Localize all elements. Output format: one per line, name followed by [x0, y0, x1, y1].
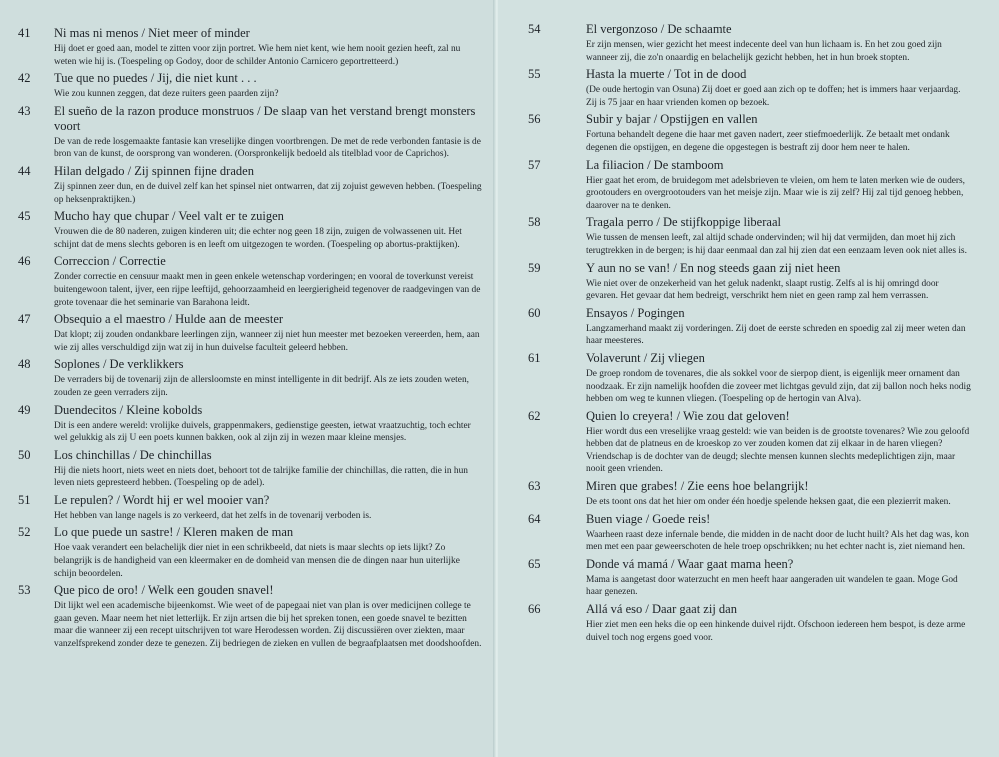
entry-57: [528, 157, 971, 213]
entry-number: 50: [18, 447, 31, 462]
entry-description: Dit is een andere wereld: vrolijke duivels, grappenmakers, gedienstige geesten, ietwat vraatzuchtig, toch echter wel gelukkig als zij U een poets kunnen bakken, ook al zijn zij in wezen maar kleine mensjes.: [54, 420, 471, 444]
entry-42: [18, 71, 482, 101]
entry-description: Hoe vaak verandert een belachelijk dier niet in een schrikbeeld, dat niets is maar slechts op iets lijkt? Zo belangrijk is de handigheid van een kleermaker en de domheid van mensen die de dingen naar hun uiterlijke schijn beoordelen.: [54, 543, 460, 579]
entry-number: 62: [528, 408, 541, 423]
entry-49: [18, 403, 482, 445]
entry-title: Los chinchillas / De chinchillas: [54, 447, 212, 462]
entry-number: 65: [528, 556, 541, 571]
entry-61: [528, 350, 971, 406]
entry-description: Dit lijkt wel een academische bijeenkomst. Wie weet of de papegaai niet van plan is over medicijnen college te gaan geven. Maar neem het niet letterlijk. Er zijn artsen die bij het spreken tonen, een goede snavel te bezitten maar die wanneer zij een recept uitschrijven tot ware Herodessen worden. Zij discussiëren over ziekten, maar vanzelfsprekend zonder deze te genezen. Zij bedriegen de zieken en vullen de begraafplaatsen met doodshoofden.: [54, 601, 482, 650]
entry-53: [18, 583, 482, 650]
entry-description: (De oude hertogin van Osuna) Zij doet er goed aan zich op te doffen; het is immers haar verjaardag. Zij is 75 jaar en haar vrienden komen op bezoek.: [586, 85, 961, 108]
entry-title: Mucho hay que chupar / Veel valt er te zuigen: [54, 209, 284, 224]
entry-52: [18, 525, 482, 580]
entry-number: 44: [18, 163, 31, 178]
entry-62: [528, 408, 971, 476]
entry-title: Lo que puede un sastre! / Kleren maken de man: [54, 525, 294, 540]
entry-description: Wie niet over de onzekerheid van het geluk nadenkt, slaapt rustig. Zelfs al is hij omringd door gevaren. Het gevaar dat hem bedreigt, verschrikt hem niet en geen ramp zal hem verrassen.: [586, 278, 939, 302]
entry-description: Langzamerhand maakt zij vorderingen. Zij doet de eerste schreden en spoedig zal zij meer weten dan haar meesteres.: [586, 323, 966, 347]
entry-number: 41: [18, 26, 31, 40]
entry-description: Vrouwen die de 80 naderen, zuigen kinderen uit; die echter nog geen 18 zijn, zuigen de volwassenen uit. Het schijnt dat de mens slechts geboren is en leeft om uitgezogen te worden. (Toespeling op abortus-praktijken).: [54, 227, 462, 250]
entry-description: Er zijn mensen, wier gezicht het meest indecente deel van hun lichaam is. En het zou goed zijn wanneer zij, die zo'n onaardig en belachelijk gezicht hebben, het in hun broek stopten.: [586, 40, 942, 63]
entry-description: Zij spinnen zeer dun, en de duivel zelf kan het spinsel niet ontwarren, dat zij zojuist geweven hebben. (Toespeling op heksenpraktijken.): [54, 181, 482, 205]
entry-title: Obsequio a el maestro / Hulde aan de meester: [54, 312, 284, 327]
entry-description: Wie zou kunnen zeggen, dat deze ruiters geen paarden zijn?: [54, 89, 279, 100]
entry-number: 63: [528, 479, 541, 494]
entry-number: 46: [18, 254, 31, 269]
entry-number: 42: [18, 71, 31, 86]
entry-description: Hier ziet men een heks die op een hinkende duivel rijdt. Ofschoon iedereen hem bespot, is deze arme duivel toch nog ergens goed voor.: [586, 620, 966, 643]
entry-title: Soplones / De verklikkers: [54, 357, 184, 372]
entry-number: 61: [528, 350, 541, 365]
entry-66: [528, 602, 971, 644]
entry-43: [18, 104, 482, 161]
entry-number: 45: [18, 209, 31, 224]
entry-64: [528, 511, 971, 554]
entry-description: De groep rondom de tovenares, die als sokkel voor de sierpop dient, is eigenlijk meer ornament dan noodzaak. Er zijn namelijk hoofden die zoveer met lichtgas gevuld zijn, dat zij ballon noch heks nodig hebben om weg te kunnen vliegen. (Toespeling op de hertogin van Alva).: [586, 368, 971, 405]
entry-description: Fortuna behandelt degene die haar met gaven nadert, zeer stiefmoederlijk. Ze betaalt met ondank degenen die opstijgen, en degene die opgestegen is bestraft zij door hem neer te halen.: [586, 130, 950, 153]
entry-description: De van de rede losgemaakte fantasie kan vreselijke dingen voortbrengen. De met de rede verbonden fantasie is de bron van de kunst, de oorsprong van wonderen. (Oorspronkelijk bedoeld als titelblad voor de Caprichos).: [54, 136, 481, 160]
entry-title: Que pico de oro! / Welk een gouden snavel!: [54, 583, 274, 598]
left-page: [0, 0, 496, 757]
entry-number: 56: [528, 112, 541, 127]
entry-45: [18, 209, 482, 251]
entry-number: 54: [528, 22, 541, 36]
entry-description: Dat klopt; zij zouden ondankbare leerlingen zijn, wanneer zij niet hun meester met bezoeken vereerden, hem, aan wie zij alles verschuldigd zijn wat zij in hun duivelse faculteit geleerd hebben.: [54, 330, 480, 353]
entry-title: Subir y bajar / Opstijgen en vallen: [586, 112, 758, 127]
entry-title: Tue que no puedes / Jij, die niet kunt . . .: [54, 71, 257, 86]
entry-50: [18, 448, 482, 490]
entry-description: Hier gaat het erom, de bruidegom met adelsbrieven te vleien, om hem te laten merken wie de ouders, grootouders en overgrootouders van het meisje zijn. Maar wie is zij zelf? Hij zal tijd genoeg hebben, daarover na te denken.: [586, 175, 966, 211]
entry-title: Allá vá eso / Daar gaat zij dan: [586, 602, 737, 617]
entry-60: [528, 305, 971, 348]
entry-number: 49: [18, 402, 31, 417]
entry-title: Ensayos / Pogingen: [586, 305, 685, 320]
entry-title: Tragala perro / De stijfkoppige liberaal: [586, 215, 781, 230]
entry-description: De ets toont ons dat het hier om onder één hoedje spelende heksen gaat, die een plezierrit maken.: [586, 497, 951, 508]
entry-59: [528, 260, 971, 303]
entry-number: 57: [528, 157, 541, 172]
entry-number: 60: [528, 305, 541, 320]
entry-description: Het hebben van lange nagels is zo verkeerd, dat het zelfs in de tovenarij verboden is.: [54, 510, 372, 521]
entry-58: [528, 215, 971, 257]
entry-number: 47: [18, 312, 31, 327]
entry-title: Hilan delgado / Zij spinnen fijne draden: [54, 163, 254, 178]
entry-title: La filiacion / De stamboom: [586, 157, 724, 172]
entry-title: Volaverunt / Zij vliegen: [586, 350, 705, 365]
entry-number: 64: [528, 511, 541, 526]
entry-number: 53: [18, 583, 31, 598]
entry-number: 51: [18, 492, 31, 507]
entry-63: [528, 479, 971, 509]
right-page: [498, 0, 999, 757]
entry-number: 66: [528, 602, 541, 617]
entry-54: [528, 22, 971, 64]
entry-47: [18, 312, 482, 354]
entry-description: Wie tussen de mensen leeft, zal altijd schade ondervinden; wil hij dat vermijden, dan moet hij zich terugtrekken in de bergen; is hij daar eenmaal dan zal hij zien dat een eenzaam leven ook niet alles is.: [586, 233, 967, 256]
entry-title: Y aun no se van! / En nog steeds gaan zij niet heen: [586, 260, 841, 275]
entry-51: [18, 493, 482, 523]
entry-number: 58: [528, 215, 541, 230]
entry-title: Duendecitos / Kleine kobolds: [54, 402, 203, 417]
entry-description: Hier wordt dus een vreselijke vraag gesteld: wie van beiden is de grootste tovenares? Wie zou geloofd hebben dat de platneus en de kroeskop zo ver zouden komen dat zij elkaar in de haren vliegen? Vriendschap is de dochter van de deugd; slechte mensen kunnen slechts medeplichtigen zijn, maar nooit geen vrienden.: [586, 426, 970, 475]
entry-description: De verraders bij de tovenarij zijn de allersloomste en minst intelligente in dit bedrijf. Als ze iets zouden weten, zouden ze geen verraders zijn.: [54, 375, 469, 398]
entry-title: El vergonzoso / De schaamte: [586, 22, 732, 36]
entry-title: Hasta la muerte / Tot in de dood: [586, 67, 747, 82]
entry-title: El sueño de la razon produce monstruos / De slaap van het verstand brengt monsters voort: [54, 103, 476, 133]
entry-number: 55: [528, 67, 541, 82]
entry-description: Mama is aangetast door waterzucht en men heeft haar aangeraden uit wandelen te gaan. Moge God haar genezen.: [586, 574, 958, 598]
entry-title: Buen viage / Goede reis!: [586, 511, 711, 526]
entry-title: Donde vá mamá / Waar gaat mama heen?: [586, 556, 794, 571]
entry-number: 48: [18, 357, 31, 372]
entry-description: Hij die niets hoort, niets weet en niets doet, behoort tot de talrijke familie der chinchillas, die ratten, die in hun leven niets gepresteerd hebben. (Toespeling op de adel).: [54, 465, 468, 489]
entry-55: [528, 67, 971, 109]
entry-number: 59: [528, 260, 541, 275]
entry-65: [528, 556, 971, 599]
entry-title: Quien lo creyera! / Wie zou dat geloven!: [586, 408, 790, 423]
entry-44: [18, 164, 482, 206]
entry-description: Waarheen raast deze infernale bende, die midden in de nacht door de lucht huilt? Als het dag was, kon men met een paar geweerschoten de hele troep opschrikken; nu het echter nacht is, ziet niemand hen.: [586, 529, 969, 553]
entry-56: [528, 112, 971, 154]
entry-title: Le repulen? / Wordt hij er wel mooier van?: [54, 492, 270, 507]
entry-number: 43: [18, 103, 31, 118]
entry-description: Hij doet er goed aan, model te zitten voor zijn portret. Wie hem niet kent, wie hem nooit gezien heeft, zal nu weten wie hij is. (Toespeling op Godoy, door de schilder Antonio Carnicero geportretteerd.): [54, 44, 461, 67]
entry-number: 52: [18, 525, 31, 540]
entry-description: Zonder correctie en censuur maakt men in geen enkele wetenschap vorderingen; en vooral de toverkunst vereist buitengewoon talent, ijver, een rijpe leeftijd, gehoorzaamheid en leergierigheid tegenover de raadgevingen van de grote tovenaar die het seminarie van Barahona leidt.: [54, 272, 481, 308]
entry-41: [18, 26, 482, 68]
entry-48: [18, 357, 482, 399]
entry-title: Ni mas ni menos / Niet meer of minder: [54, 26, 250, 40]
entry-title: Correccion / Correctie: [54, 254, 166, 269]
entry-46: [18, 254, 482, 309]
entry-title: Miren que grabes! / Zie eens hoe belangrijk!: [586, 479, 809, 494]
